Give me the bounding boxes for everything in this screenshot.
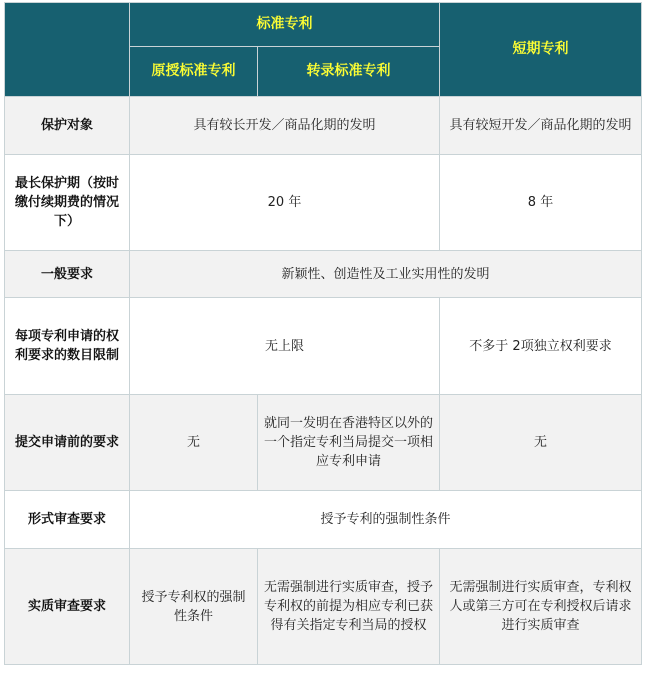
table-row: [5, 395, 642, 491]
cell-short-protection-subject: 具有较短开发／商品化期的发明: [440, 97, 642, 155]
cell-original-substantive-exam: 授予专利权的强制性条件: [130, 549, 258, 665]
row-label-formal-exam: 形式审查要求: [5, 491, 130, 549]
header-corner: [5, 3, 130, 97]
cell-short-max-term: 8 年: [440, 155, 642, 251]
cell-original-pre-filing: 无: [130, 395, 258, 491]
table-row: [5, 298, 642, 395]
row-label-protection-subject: 保护对象: [5, 97, 130, 155]
row-label-pre-filing: 提交申请前的要求: [5, 395, 130, 491]
cell-short-substantive-exam: 无需强制进行实质审查，专利权人或第三方可在专利授权后请求进行实质审查: [440, 549, 642, 665]
header-standard-patent: 标准专利: [130, 3, 440, 47]
table-row: [5, 97, 642, 155]
row-label-max-term: 最长保护期（按时缴付续期费的情况下）: [5, 155, 130, 251]
table-row: [5, 549, 642, 665]
table-row: [5, 491, 642, 549]
cell-rereg-substantive-exam: 无需强制进行实质审查，授予专利权的前提为相应专利已获得有关指定专利当局的授权: [258, 549, 440, 665]
cell-general-requirement: 新颖性、创造性及工业实用性的发明: [130, 251, 642, 298]
cell-formal-exam: 授予专利的强制性条件: [130, 491, 642, 549]
header-re-registration: 转录标准专利: [258, 47, 440, 97]
cell-rereg-pre-filing: 就同一发明在香港特区以外的一个指定专利当局提交一项相应专利申请: [258, 395, 440, 491]
row-label-general-requirement: 一般要求: [5, 251, 130, 298]
cell-short-pre-filing: 无: [440, 395, 642, 491]
header-short-term-patent: 短期专利: [440, 3, 642, 97]
header-original-grant: 原授标准专利: [130, 47, 258, 97]
table-row: [5, 251, 642, 298]
cell-short-claims-limit: 不多于 2项独立权利要求: [440, 298, 642, 395]
cell-standard-max-term: 20 年: [130, 155, 440, 251]
table-row: [5, 155, 642, 251]
patent-comparison-table: [4, 2, 642, 665]
row-label-substantive-exam: 实质审查要求: [5, 549, 130, 665]
cell-standard-protection-subject: 具有较长开发／商品化期的发明: [130, 97, 440, 155]
row-label-claims-limit: 每项专利申请的权利要求的数目限制: [5, 298, 130, 395]
cell-standard-claims-limit: 无上限: [130, 298, 440, 395]
